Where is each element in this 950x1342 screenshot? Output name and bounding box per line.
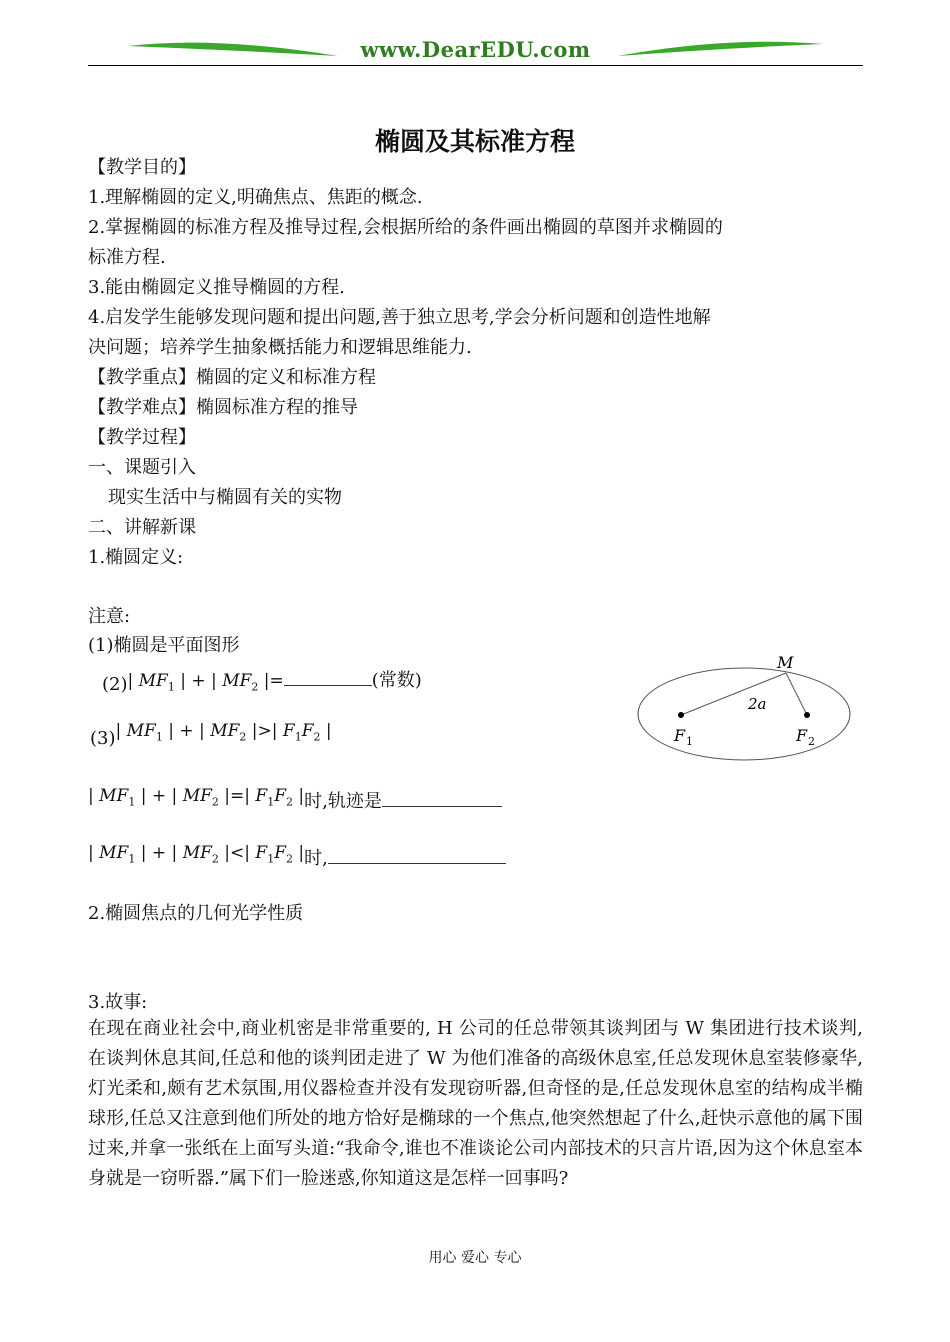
answer-blank[interactable]	[284, 668, 372, 686]
label-f2-sub: 2	[808, 735, 815, 748]
answer-blank[interactable]	[382, 789, 502, 807]
formula-inequality: | $MF_1$ | + | $MF_2$ |>| $F_1F_2$ |	[115, 721, 332, 744]
objective-item: 决问题；培养学生抽象概括能力和逻辑思维能力.	[88, 337, 472, 358]
cond-equal-suffix: 时,轨迹是	[304, 791, 382, 812]
label-f1: F	[674, 726, 686, 745]
note-2-suffix: (常数)	[371, 670, 422, 691]
section-3-heading: 3.故事:	[88, 992, 148, 1013]
focus-f2-point	[804, 712, 810, 718]
ellipse-outline	[638, 668, 850, 760]
segment-f1-m	[681, 673, 786, 715]
focus-f1-point	[678, 712, 684, 718]
objective-item: 4.启发学生能够发现问题和提出问题,善于独立思考,学会分析问题和创造性地解	[88, 307, 711, 328]
note-2-label: (2)	[102, 674, 128, 695]
formula-sum: | $MF_1$ | + | $MF_2$ |=	[127, 671, 284, 694]
condition-less	[88, 838, 506, 869]
header-divider	[88, 65, 863, 66]
objective-item: 2.掌握椭圆的标准方程及推导过程,会根据所给的条件画出椭圆的草图并求椭圆的	[88, 217, 723, 238]
note-heading: 注意:	[88, 606, 131, 627]
cond-less-suffix: 时,	[304, 848, 328, 869]
site-logo-text[interactable]: www.DearEDU.com	[360, 37, 591, 62]
part2-heading: 二、讲解新课	[88, 517, 196, 538]
objective-item: 3.能由椭圆定义推导椭圆的方程.	[88, 277, 345, 298]
label-2a: 2a	[748, 695, 767, 713]
note-2	[102, 666, 422, 693]
key-point: 【教学重点】椭圆的定义和标准方程	[88, 367, 376, 388]
ellipse-diagram	[636, 648, 856, 766]
note-3-label: (3)	[90, 728, 116, 749]
story-paragraph: 在现在商业社会中,商业机密是非常重要的, H 公司的任总带领其谈判团与 W 集团进行技术谈判,在谈判休息其间,任总和他的谈判团走进了 W 为他们准备的高级休息室,任总发现休息室装修豪华,灯光柔和,颇有艺术氛围,用仪器检查并没有发现窃听器,但奇怪的是,任总发现休息室的结构成半椭球形,任总又注意到他们所处的地方恰好是椭球的一个焦点,他突然想起了什么,赶快示意他的属下围过来,并拿一张纸在上面写头道:“我命令,谁也不准谈论公司内部技术的只言片语,因为这个休息室本身就是一窃听器.”属下们一脸迷惑,你知道这是怎样一回事吗?	[88, 1018, 863, 1189]
part1-heading: 一、课题引入	[88, 457, 196, 478]
segment-m-f2	[786, 673, 807, 715]
definition-heading: 1.椭圆定义:	[88, 547, 184, 568]
objective-item: 1.理解椭圆的定义,明确焦点、焦距的概念.	[88, 187, 423, 208]
objective-item: 标准方程.	[88, 247, 166, 268]
formula-less: | $MF_1$ | + | $MF_2$ |<| $F_1F_2$ |	[88, 843, 305, 866]
page-footer: 用心 爱心 专心	[428, 1250, 522, 1266]
condition-equal	[88, 781, 502, 812]
part1-text: 现实生活中与椭圆有关的实物	[108, 487, 342, 508]
formula-equal: | $MF_1$ | + | $MF_2$ |=| $F_1F_2$ |	[88, 786, 305, 809]
objectives-heading: 【教学目的】	[88, 157, 196, 178]
answer-blank[interactable]	[328, 846, 506, 864]
label-f1-sub: 1	[686, 735, 693, 748]
label-m: M	[777, 653, 794, 672]
page-header	[88, 34, 863, 70]
document-title: 椭圆及其标准方程	[374, 127, 575, 156]
note-1: (1)椭圆是平面图形	[88, 635, 240, 656]
label-f2: F	[796, 726, 808, 745]
note-3	[90, 720, 332, 749]
section-2-heading: 2.椭圆焦点的几何光学性质	[88, 903, 304, 924]
difficulty: 【教学难点】椭圆标准方程的推导	[88, 397, 358, 418]
process-heading: 【教学过程】	[88, 427, 196, 448]
